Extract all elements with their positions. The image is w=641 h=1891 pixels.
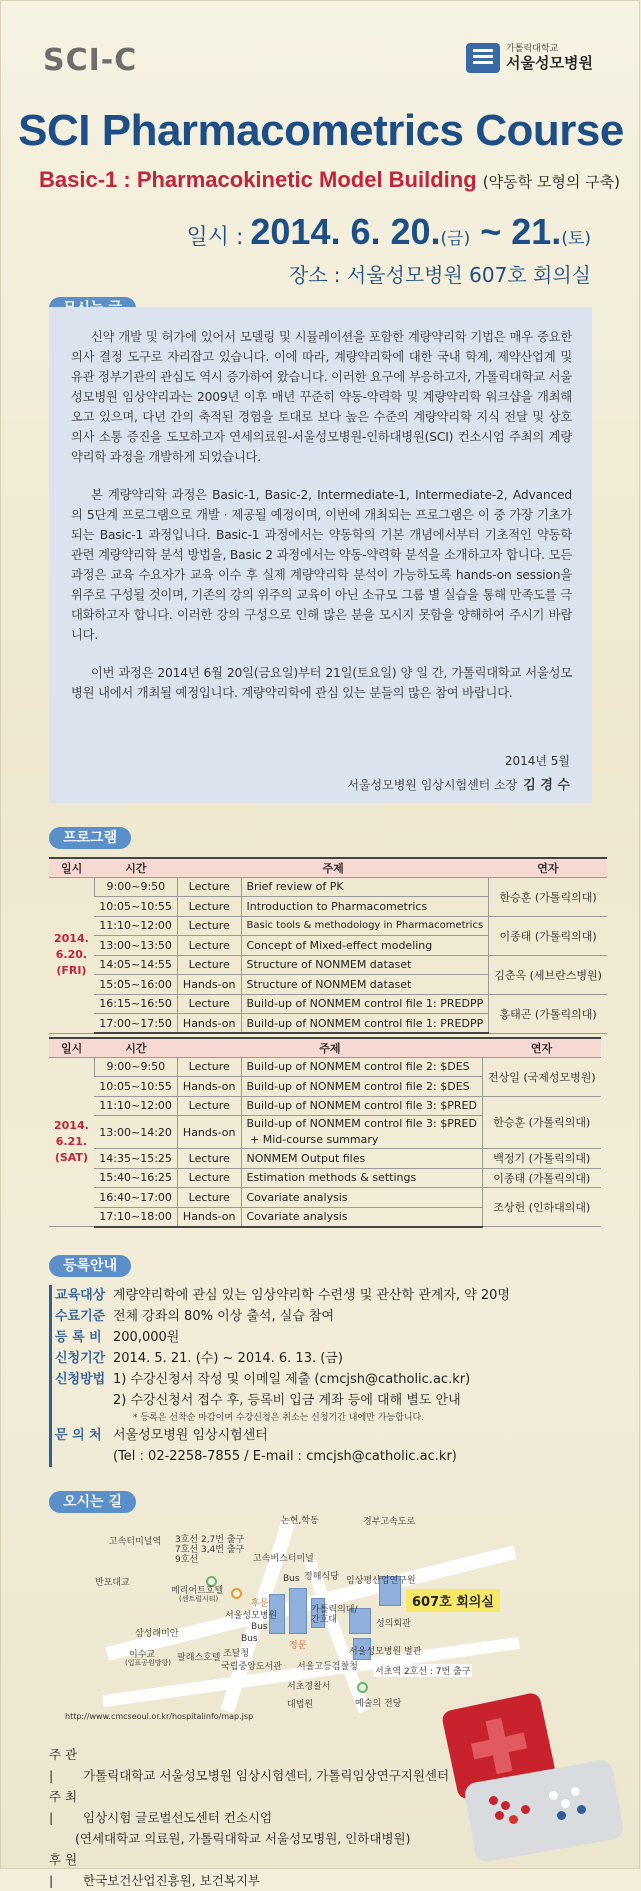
map-label: 서울고등검찰청 (297, 1662, 358, 1672)
map-label: Bus (251, 1622, 268, 1632)
session-time: 17:00~17:50 (94, 1014, 177, 1034)
map-label: 가톨릭의대/ (311, 1605, 358, 1615)
program-table-day2 (49, 1037, 601, 1228)
session-time: 15:40~16:25 (94, 1168, 177, 1188)
session-topic: Estimation methods & settings (241, 1168, 482, 1188)
session-speaker: 한승훈 (가톨릭의대) (482, 1096, 600, 1149)
session-type: Lecture (177, 936, 241, 956)
greeting-box (49, 307, 592, 803)
reg-row-contact (49, 1425, 609, 1467)
reg-value: 200,000원 (113, 1330, 180, 1345)
greeting-date: 2014년 5월 (504, 754, 570, 768)
session-type: Hands-on (177, 1077, 241, 1097)
session-speaker: 조상헌 (인하대의대) (482, 1188, 600, 1227)
session-topic: NONMEM Output files (241, 1149, 482, 1169)
map-label: 성의회관 (376, 1619, 411, 1629)
event-date (186, 211, 591, 253)
reg-method-1: 1) 수강신청서 작성 및 이메일 제출 (cmcjsh@catholic.ac.kr) (113, 1372, 471, 1387)
session-speaker: 한승훈 (가톨릭의대) (489, 877, 607, 916)
session-topic: Introduction to Pharmacometrics (241, 897, 489, 917)
header-speaker: 연자 (489, 858, 607, 877)
table-row (49, 1096, 601, 1116)
session-topic: Build-up of NONMEM control file 1: PREDPP (241, 1014, 489, 1034)
session-time: 14:05~14:55 (94, 955, 177, 975)
table-row (49, 877, 607, 897)
map-label: 9호선 (175, 1555, 199, 1565)
signature-name: 김 경 수 (523, 778, 570, 793)
date-day2: (토) (561, 229, 591, 249)
session-type: Lecture (177, 1096, 241, 1116)
map-label: 임상평산업연구원 (346, 1576, 416, 1586)
subtitle-en: Basic-1 : Pharmacokinetic Model Building (39, 167, 477, 192)
reg-value: 2014. 5. 21. (수) ~ 2014. 6. 13. (금) (113, 1351, 343, 1366)
session-topic: Build-up of NONMEM control file 2: $DES (241, 1077, 482, 1097)
map-label: 대법원 (287, 1700, 314, 1710)
session-time: 9:00~9:50 (94, 1057, 177, 1077)
header-speaker: 연자 (482, 1038, 600, 1057)
table-row (49, 994, 607, 1014)
signature-role: 서울성모병원 임상시험센터 소장 (347, 778, 518, 792)
session-topic: Build-up of NONMEM control file 1: PREDPP (241, 994, 489, 1014)
map-label: (입표공원방향) (125, 1659, 172, 1667)
day2-label: 2014. 6.21. (SAT) (49, 1057, 94, 1227)
reg-label: 등 록 비 (49, 1327, 107, 1348)
session-topic: Covariate analysis (241, 1207, 482, 1227)
organizer-sponsor: 후 원 | 한국보건산업진흥원, 보건복지부 (49, 1852, 260, 1888)
session-type: Lecture (177, 994, 241, 1014)
reg-value: 계량약리학에 관심 있는 임상약리학 수련생 및 관산학 관계자, 약 20명 (113, 1288, 510, 1303)
map-label: 7호선 3,4번 출구 (175, 1545, 245, 1555)
session-type: Hands-on (177, 1207, 241, 1227)
session-speaker: 김춘옥 (세브란스병원) (489, 955, 607, 994)
subway-icon (357, 1682, 368, 1693)
session-type: Hands-on (177, 1116, 241, 1149)
session-time: 9:00~9:50 (94, 877, 177, 897)
session-type: Lecture (177, 955, 241, 975)
session-speaker: 백정기 (가톨릭의대) (482, 1149, 600, 1169)
sci-c-logo: SCI-C (43, 43, 138, 78)
date-main: 2014. 6. 20. (250, 211, 441, 252)
reg-label: 수료기준 (49, 1306, 107, 1327)
map-label: 고속터미널역 (109, 1537, 162, 1547)
map-label: 메리어트호텔 (171, 1586, 224, 1596)
greeting-paragraph-2: 본 계량약리학 과정은 Basic-1, Basic-2, Intermediate-1, Intermediate-2, Advanced의 5단계 프로그램으로 개발 · 제공될 예정이며, 이번에 개최되는 프로그램은 이 중 가장 기초가 되는 Basic-1 과정입니다. Basic-1 과정에서는 약동학의 기본 개념에서부터 기초적인 약동학 관련 계량약리학 분석 방법을, Basic 2 과정에서는 약동-약력학 분석을 소개하고자 합니다. 모든 과정은 교육 수요자가 교육 이수 후 실제 계량약리학 분석이 가능하도록 hands-on session을 위주로 구성될 것이며, 기존의 강의 위주의 교육이 아닌 소규모 그룹 별 실습을 통해 만족도를 극대화하고자 합니다. 이러한 강의 구성으로 인해 많은 분을 모시지 못함을 양해하여 주시기 바랍니다. (71, 488, 572, 642)
reg-row-period (49, 1348, 609, 1369)
session-type: Lecture (177, 916, 241, 936)
room-label: 607호 회의실 (406, 1589, 500, 1612)
session-time: 15:05~16:00 (94, 975, 177, 995)
header-date: 일시 (49, 1038, 94, 1057)
reg-note: * 등록은 선착순 마감이며 수강신청은 취소는 신청기간 내에만 가능합니다. (133, 1413, 425, 1423)
session-time: 11:10~12:00 (94, 916, 177, 936)
map-label: 정해식당 (304, 1572, 339, 1582)
date-tilde: ~ (470, 211, 512, 252)
map-label: 서초역 2호선 : 7번 출구 (373, 1664, 472, 1677)
session-time: 14:35~15:25 (94, 1149, 177, 1169)
map-url-link[interactable]: http://www.cmcseoul.or.kr/hospitalinfo/map.jsp (65, 1712, 254, 1721)
map-label: 반포대교 (95, 1578, 130, 1588)
greeting-signature (347, 775, 570, 796)
reg-label: 문 의 처 (49, 1425, 107, 1467)
program-tab: 프로그램 (49, 827, 131, 849)
session-time: 13:00~14:20 (94, 1116, 177, 1149)
map-label: 3호선 2,7번 출구 (175, 1535, 245, 1545)
session-topic: Concept of Mixed-effect modeling (241, 936, 489, 956)
session-topic: Structure of NONMEM dataset (241, 955, 489, 975)
map-label: 고속버스터미널 (253, 1554, 314, 1564)
map-label: 삼성래미안 (135, 1629, 179, 1639)
event-place: 장소 : 서울성모병원 607호 회의실 (288, 263, 591, 287)
map-label: 이수교 (129, 1650, 156, 1660)
reg-value: 전체 강좌의 80% 이상 출석, 실습 참여 (113, 1309, 335, 1324)
session-topic: Structure of NONMEM dataset (241, 975, 489, 995)
map-label: 서초경찰서 (287, 1682, 331, 1692)
session-time: 10:05~10:55 (94, 897, 177, 917)
hospital-building (289, 1588, 307, 1634)
session-speaker: 홍태곤 (가톨릭의대) (489, 994, 607, 1033)
date-label: 일시 : (186, 225, 244, 250)
session-topic: Build-up of NONMEM control file 3: $PRED (241, 1096, 482, 1116)
map-label: 국립중앙도서관 (221, 1662, 282, 1672)
program-table-day1 (49, 857, 607, 1034)
header-topic: 주제 (177, 858, 488, 877)
session-time: 17:10~18:00 (94, 1207, 177, 1227)
session-time: 16:15~16:50 (94, 994, 177, 1014)
date-day1: (금) (440, 229, 471, 249)
reg-row-target (49, 1285, 609, 1306)
session-type: Lecture (177, 897, 241, 917)
registration-tab: 등록안내 (49, 1255, 131, 1277)
session-type: Lecture (177, 1188, 241, 1208)
table-row (49, 1057, 601, 1077)
session-speaker: 이종태 (가톨릭의대) (482, 1168, 600, 1188)
reg-row-criteria (49, 1306, 609, 1327)
reg-value (107, 1369, 470, 1425)
map-label: 간호대 (311, 1615, 338, 1625)
session-speaker: 전상일 (국제성모병원) (482, 1057, 600, 1096)
reg-contact-1: 서울성모병원 임상시험센터 (113, 1428, 268, 1443)
reg-label: 신청방법 (49, 1369, 107, 1425)
date-end: 21. (511, 211, 562, 252)
map-label: 조달청 (223, 1649, 250, 1659)
organizers (49, 1744, 449, 1891)
session-time: 13:00~13:50 (94, 936, 177, 956)
map-label: 후문 (251, 1599, 269, 1609)
header-time: 시간 (94, 1038, 177, 1057)
location-map (95, 1516, 521, 1716)
map-label: 경부고속도로 (363, 1517, 416, 1527)
reg-row-method (49, 1369, 609, 1425)
map-label: Bus (241, 1634, 258, 1644)
greeting-paragraph-1: 신약 개발 및 허가에 있어서 모델링 및 시뮬레이션을 포함한 계량약리학 기법은 매우 중요한 의사 결정 도구로 자리잡고 있습니다. 이에 따라, 계량약리학에 대한 국내 학계, 제약산업계 및 유관 정부기관의 관심도 역시 증가하여 왔습니다. 이러한 요구에 부응하고자, 가톨릭대학교 서울성모병원 임상약리과는 2009년 이후 매년 꾸준히 약동-약력학 및 계량약리학 워크샵을 개최해 오고 있으며, 다년 간의 축적된 경험을 토대로 보다 높은 수준의 계량약리학 지식 전달 및 상호 의사 소통 증진을 도모하고자 연세의료원-서울성모병원-인하대병원(SCI) 컨소시엄 주최의 계량약리학 과정을 개발하게 되었습니다. (71, 330, 572, 464)
session-time: 16:40~17:00 (94, 1188, 177, 1208)
session-topic: Basic tools & methodology in Pharmacometrics (241, 916, 489, 936)
day1-label: 2014. 6.20. (FRI) (49, 877, 94, 1033)
header-topic: 주제 (177, 1038, 482, 1057)
map-label: 서울성모병원 별관 (349, 1647, 422, 1657)
session-type: Hands-on (177, 975, 241, 995)
session-topic: Brief review of PK (241, 877, 489, 897)
reg-row-fee (49, 1327, 609, 1348)
course-title: SCI Pharmacometrics Course (18, 106, 624, 155)
session-type: Lecture (177, 877, 241, 897)
subway-icon (231, 1588, 242, 1599)
course-subtitle (39, 167, 620, 193)
hospital-logo (466, 43, 593, 73)
organizer-co-detail: (연세대학교 의료원, 가톨릭대학교 서울성모병원, 인하대병원) (75, 1831, 411, 1846)
subtitle-kr: (약동학 모형의 구축) (482, 173, 620, 191)
registration-info (49, 1285, 609, 1467)
map-label: 서울성모병원 (225, 1611, 278, 1621)
hospital-sub-label: 가톨릭대학교 (506, 43, 559, 54)
directions-tab: 오시는 길 (49, 1491, 136, 1513)
header-date: 일시 (49, 858, 94, 877)
map-label: 팔래스호텔 (177, 1653, 221, 1663)
map-label: 예술의 전당 (355, 1699, 402, 1709)
session-type: Lecture (177, 1168, 241, 1188)
map-label: 정문 (289, 1641, 307, 1651)
session-time: 10:05~10:55 (94, 1077, 177, 1097)
reg-label: 교육대상 (49, 1285, 107, 1306)
map-label: Bus (283, 1574, 300, 1584)
table-row (49, 955, 607, 975)
table-row (49, 1168, 601, 1188)
reg-method-2: 2) 수강신청서 접수 후, 등록비 입금 계좌 등에 대해 별도 안내 (113, 1393, 461, 1408)
reg-contact-2[interactable]: (Tel : 02-2258-7855 / E-mail : cmcjsh@catholic.ac.kr) (113, 1449, 457, 1464)
header-time: 시간 (94, 858, 177, 877)
table-row (49, 916, 607, 936)
map-label: 논현,학동 (281, 1516, 319, 1526)
reg-label: 신청기간 (49, 1348, 107, 1369)
organizer-co: 주 최 | 임상시험 글로벌선도센터 컨소시엄 (49, 1789, 273, 1825)
organizer-host: 주 관 | 가톨릭대학교 서울성모병원 임상시험센터, 가톨릭임상연구지원센터 (49, 1747, 450, 1783)
map-label: (센트럴시티) (179, 1595, 219, 1603)
greeting-paragraph-3: 이번 과정은 2014년 6월 20일(금요일)부터 21일(토요일) 양 일 간, 가톨릭대학교 서울성모병원 내에서 개최될 예정입니다. 계량약리학에 관심 있는 분들의 많은 참여 바랍니다. (71, 666, 572, 700)
pillbox-illustration (449, 1691, 629, 1861)
session-topic: Build-up of NONMEM control file 2: $DES (241, 1057, 482, 1077)
reg-value (107, 1425, 457, 1467)
session-time: 11:10~12:00 (94, 1096, 177, 1116)
hospital-name-label: 서울성모병원 (506, 53, 593, 72)
table-row (49, 1188, 601, 1208)
hospital-emblem-icon (466, 43, 500, 73)
session-type: Lecture (177, 1057, 241, 1077)
session-speaker: 이종태 (가톨릭의대) (489, 916, 607, 955)
session-topic: Build-up of NONMEM control file 3: $PRED + Mid-course summary (241, 1116, 482, 1149)
session-type: Lecture (177, 1149, 241, 1169)
session-topic: Covariate analysis (241, 1188, 482, 1208)
session-type: Hands-on (177, 1014, 241, 1034)
table-row (49, 1149, 601, 1169)
